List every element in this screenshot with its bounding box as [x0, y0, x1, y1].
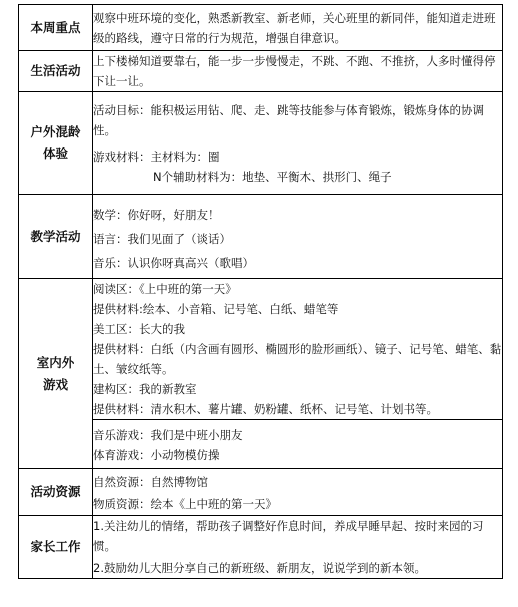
games-construction-materials: 提供材料：清水积木、薯片罐、奶粉罐、纸杯、记号笔、计划书等。 [93, 402, 438, 416]
row-games [19, 279, 503, 420]
row-teaching [19, 195, 503, 279]
row-outdoor [19, 92, 503, 195]
label-parents: 家长工作 [19, 516, 93, 579]
label-outdoor [19, 92, 93, 195]
games-sports-play: 体育游戏：小动物模仿操 [93, 448, 220, 462]
content-resources [93, 469, 503, 516]
content-games-play [93, 420, 503, 469]
daily-life-text: 上下楼梯知道要靠右，能一步一步慢慢走，不跳、不跑、不推挤，人多时懂得停下让一让。 [93, 54, 496, 88]
outdoor-main-material: 游戏材料：主材料为：圈 [93, 149, 220, 164]
row-resources [19, 469, 503, 516]
weekly-plan-table [18, 4, 503, 579]
parents-item-1: 1.关注幼儿的情绪，帮助孩子调整好作息时间，养成早睡早起、按时来园的习惯。 [93, 519, 484, 553]
content-weekly-focus [93, 5, 503, 51]
row-daily-life [19, 51, 503, 92]
teaching-math: 数学：你好呀，好朋友！ [93, 207, 220, 222]
games-reading-materials: 提供材料:绘本、小音箱、记号笔、白纸、蜡笔等 [93, 302, 339, 316]
parents-item-2: 2.鼓励幼儿大胆分享自己的新班级、新朋友，说说学到的新本领。 [93, 561, 426, 575]
content-teaching [93, 195, 503, 279]
games-reading-area: 阅读区：《上中班的第一天》 [93, 282, 237, 296]
content-outdoor [93, 92, 503, 195]
label-weekly-focus: 本周重点 [19, 5, 93, 51]
outdoor-aux-material: N个辅助材料为：地垫、平衡木、拱形门、绳子 [153, 169, 392, 184]
label-resources: 活动资源 [19, 469, 93, 516]
label-games-line1: 室内外 [36, 354, 75, 370]
resources-material: 物质资源：绘本《上中班的第一天》 [93, 497, 277, 511]
label-daily-life: 生活活动 [19, 51, 93, 92]
content-daily-life [93, 51, 503, 92]
content-parents [93, 516, 503, 579]
games-music-play: 音乐游戏：我们是中班小朋友 [93, 428, 243, 442]
games-construction-area: 建构区：我的新教室 [93, 382, 197, 396]
resources-natural: 自然资源：自然博物馆 [93, 475, 208, 489]
teaching-language: 语言：我们见面了（谈话） [93, 231, 231, 246]
row-weekly-focus [19, 5, 503, 51]
teaching-music: 音乐：认识你呀真高兴（歌唱） [93, 255, 254, 270]
label-outdoor-line1: 户外混龄 [30, 124, 81, 139]
label-outdoor-line2: 体验 [42, 146, 68, 161]
row-parents [19, 516, 503, 579]
outdoor-goal: 活动目标：能积极运用钻、爬、走、跳等技能参与体育锻炼，锻炼身体的协调性。 [93, 102, 484, 137]
games-art-area: 美工区：长大的我 [93, 322, 185, 336]
label-teaching: 教学活动 [19, 195, 93, 279]
label-games [19, 279, 93, 469]
games-art-materials: 提供材料：白纸（内含画有圆形、椭圆形的脸形画纸）、镜子、记号笔、蜡笔、黏土、皱纹纸等。 [93, 342, 502, 376]
label-games-line2: 游戏 [42, 376, 68, 392]
weekly-focus-text: 观察中班环境的变化，熟悉新教室、新老师，关心班里的新同伴，能知道走进班级的路线，遵守日常的行为规范，增强自律意识。 [93, 10, 496, 45]
content-games-areas [93, 279, 503, 420]
